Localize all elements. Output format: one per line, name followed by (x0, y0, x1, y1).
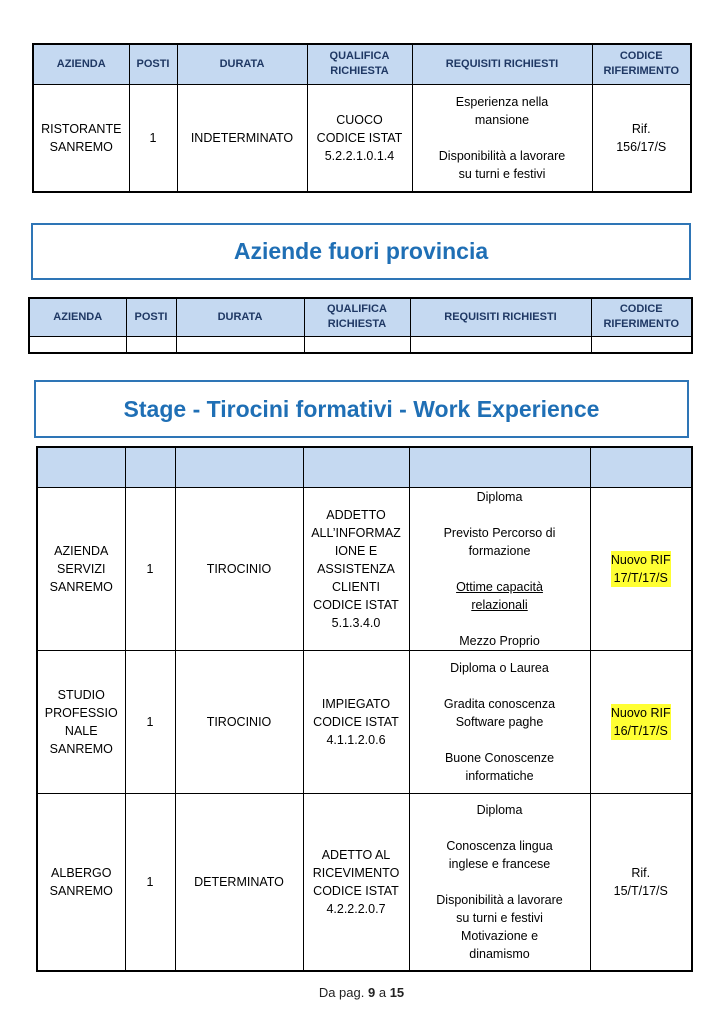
cell-codice: Nuovo RIF 16/T/17/S (590, 650, 692, 793)
header-azienda: AZIENDA (33, 44, 129, 84)
cell-codice: Nuovo RIF 17/T/17/S (590, 487, 692, 650)
cell-durata: TIROCINIO (175, 650, 303, 793)
header-qualifica: QUALIFICA RICHIESTA (307, 44, 412, 84)
table-row (33, 84, 691, 192)
table-row (37, 650, 692, 793)
header-durata: DURATA (176, 298, 304, 336)
cell-requisiti: Diploma o Laurea Gradita conoscenza Software paghe Buone Conoscenze informatiche (409, 650, 590, 793)
cell-posti: 1 (125, 793, 175, 971)
section-title-stage: Stage - Tirocini formativi - Work Experience (34, 380, 689, 438)
jobs-table-fuori-provincia (28, 297, 693, 354)
cell-azienda: RISTORANTE SANREMO (33, 84, 129, 192)
table-row (37, 793, 692, 971)
page-footer (0, 985, 723, 1000)
header-posti: POSTI (126, 298, 176, 336)
footer-prefix: Da pag. (318, 985, 365, 1000)
section-title-fuori-provincia: Aziende fuori provincia (31, 223, 691, 280)
header-requisiti: REQUISITI RICHIESTI (412, 44, 592, 84)
footer-total: 15 (389, 985, 405, 1000)
header-qualifica: QUALIFICA RICHIESTA (304, 298, 410, 336)
table-row (37, 487, 692, 650)
cell-durata: INDETERMINATO (177, 84, 307, 192)
footer-sep: a (378, 985, 387, 1000)
header-durata: DURATA (177, 44, 307, 84)
cell-azienda: STUDIO PROFESSIO NALE SANREMO (37, 650, 125, 793)
cell-qualifica: ADDETTO ALL’INFORMAZ IONE E ASSISTENZA CLIENTI CODICE ISTAT 5.1.3.4.0 (303, 487, 409, 650)
cell-requisiti: Diploma Conoscenza lingua inglese e francese Disponibilità a lavorare su turni e festivi Motivazione e dinamismo (409, 793, 590, 971)
cell-codice: Rif. 156/17/S (592, 84, 691, 192)
cell-durata: TIROCINIO (175, 487, 303, 650)
header-posti: POSTI (129, 44, 177, 84)
footer-page: 9 (367, 985, 376, 1000)
cell-durata: DETERMINATO (175, 793, 303, 971)
cell-posti: 1 (125, 487, 175, 650)
cell-codice: Rif. 15/T/17/S (590, 793, 692, 971)
cell-posti: 1 (125, 650, 175, 793)
header-codice: CODICE RIFERIMENTO (592, 44, 691, 84)
table-row-empty (29, 336, 692, 353)
cell-qualifica: CUOCO CODICE ISTAT 5.2.2.1.0.1.4 (307, 84, 412, 192)
header-codice: CODICE RIFERIMENTO (591, 298, 692, 336)
jobs-table-stage (36, 446, 693, 972)
header-row-empty (37, 447, 692, 487)
cell-qualifica: IMPIEGATO CODICE ISTAT 4.1.1.2.0.6 (303, 650, 409, 793)
cell-posti: 1 (129, 84, 177, 192)
header-requisiti: REQUISITI RICHIESTI (410, 298, 591, 336)
cell-azienda: ALBERGO SANREMO (37, 793, 125, 971)
cell-requisiti: Esperienza nella mansione Disponibilità a lavorare su turni e festivi (412, 84, 592, 192)
cell-requisiti: Diploma Previsto Percorso di formazione Ottime capacità relazionali Mezzo Proprio (409, 487, 590, 650)
cell-qualifica: ADETTO AL RICEVIMENTO CODICE ISTAT 4.2.2.2.0.7 (303, 793, 409, 971)
cell-azienda: AZIENDA SERVIZI SANREMO (37, 487, 125, 650)
header-azienda: AZIENDA (29, 298, 126, 336)
jobs-table-local (32, 43, 692, 193)
